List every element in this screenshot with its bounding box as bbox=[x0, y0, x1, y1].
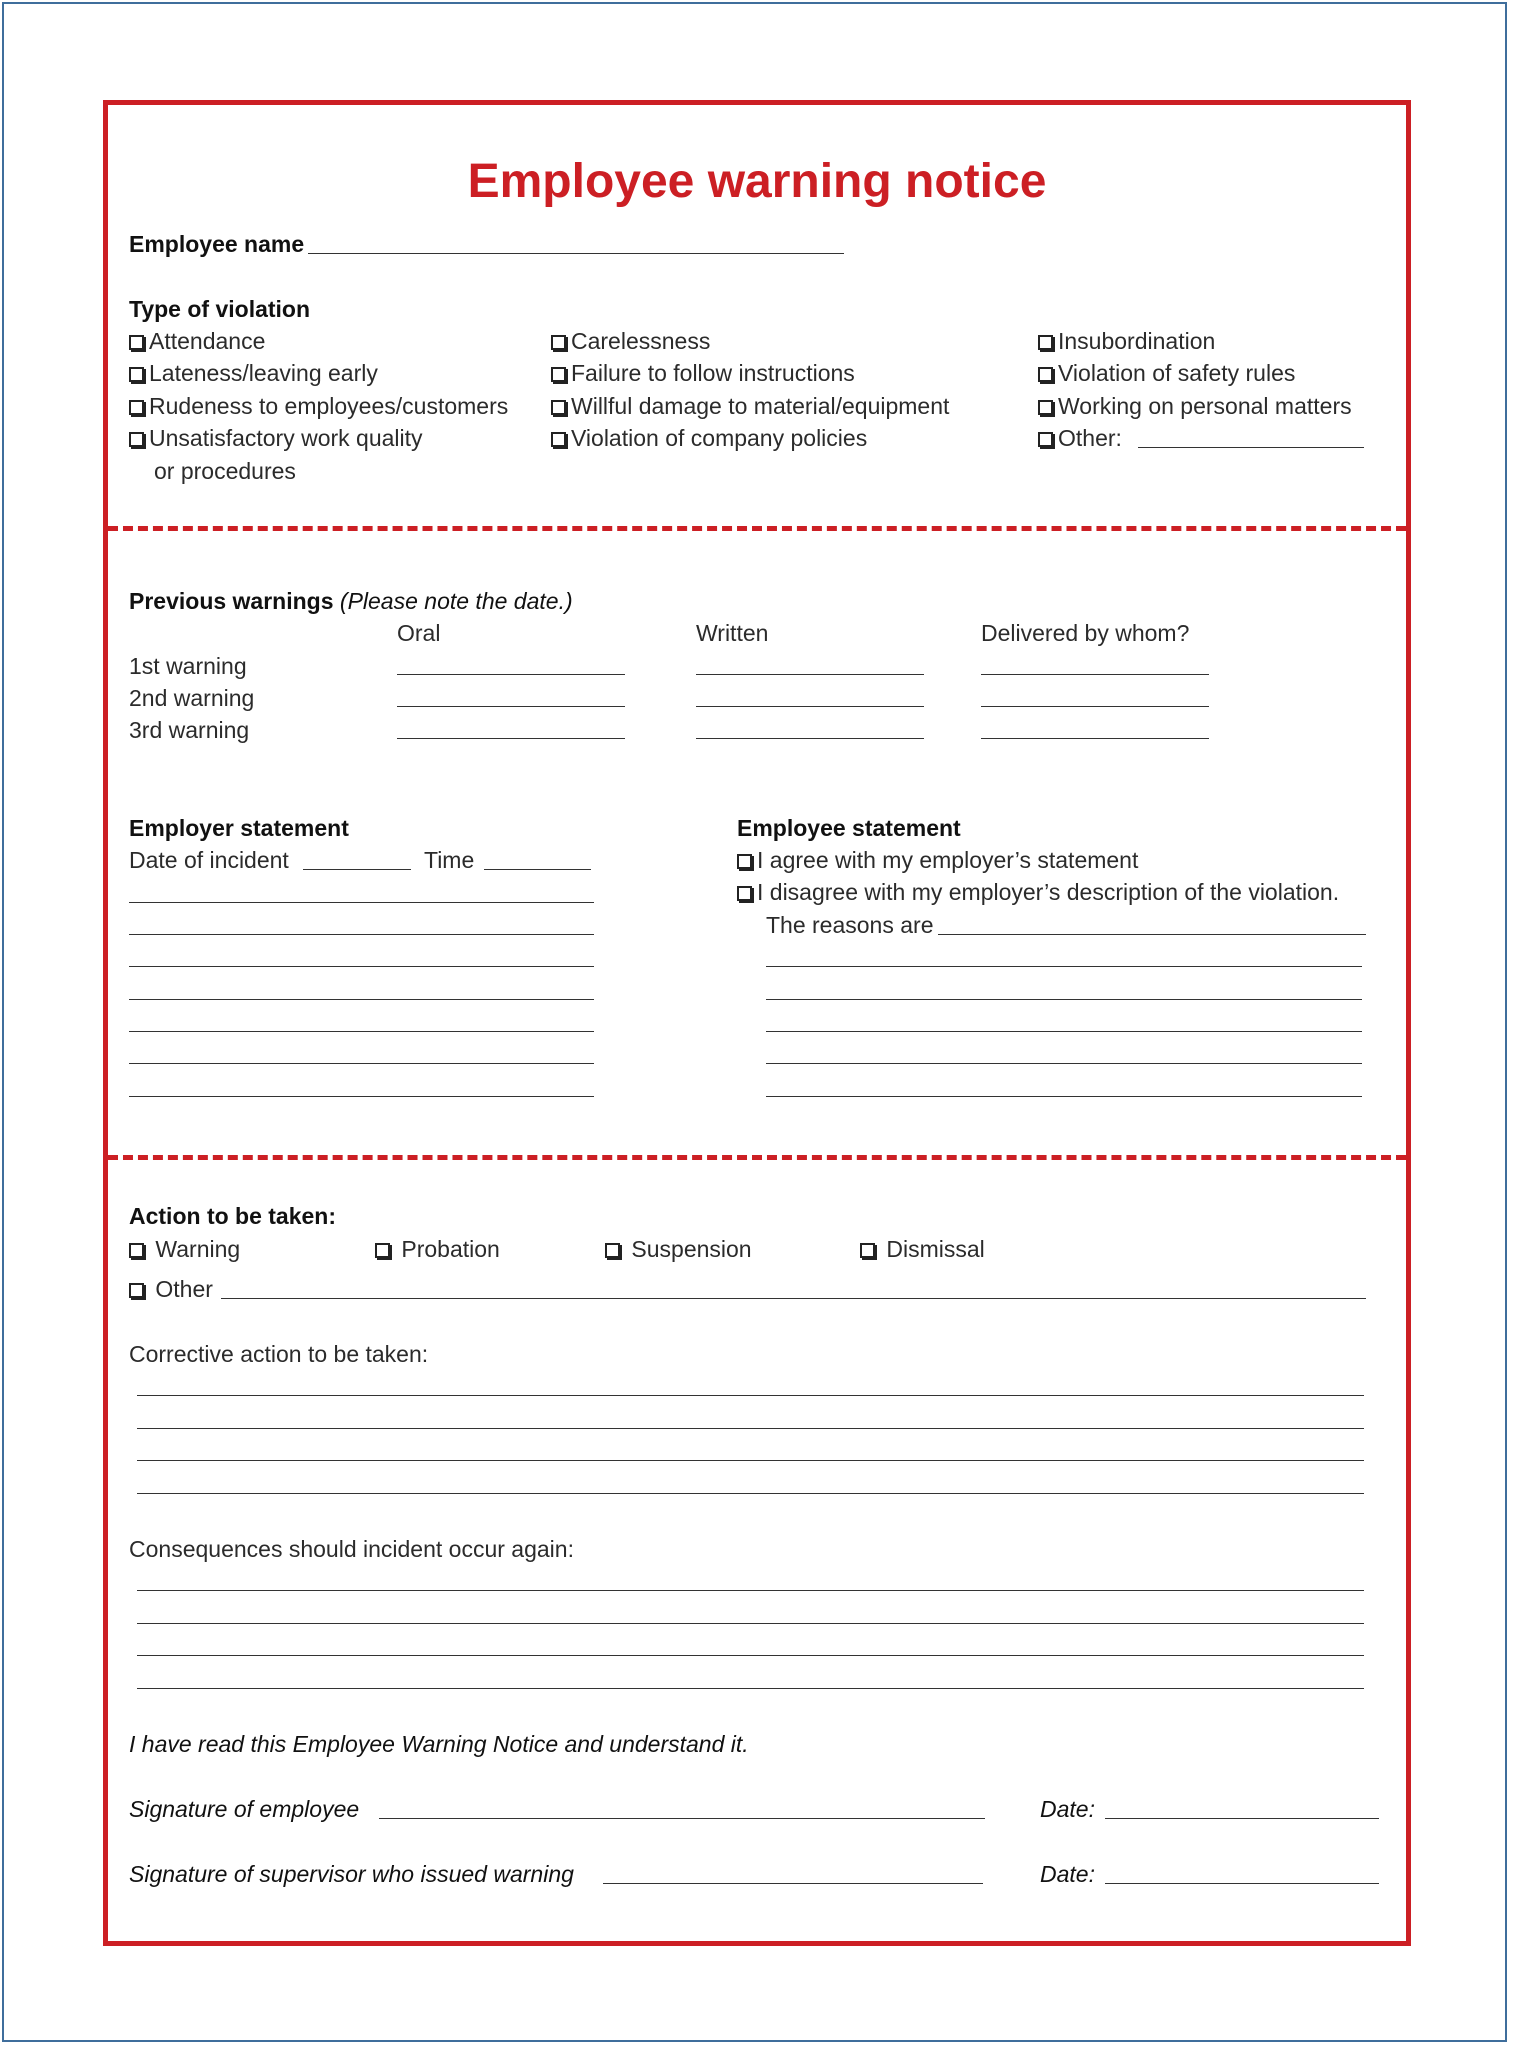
consequences-line[interactable] bbox=[137, 1623, 1364, 1624]
date-employee-field[interactable] bbox=[1105, 1818, 1379, 1819]
unsatisfactory-work-continuation: or procedures bbox=[154, 458, 296, 484]
warning-1-oral-field[interactable] bbox=[397, 674, 625, 675]
checkbox-icon bbox=[860, 1243, 875, 1258]
reasons-label: The reasons are bbox=[766, 912, 934, 938]
checkbox-icon bbox=[129, 335, 144, 350]
checkbox-personal-matters[interactable]: Working on personal matters bbox=[1038, 392, 1352, 420]
corrective-action-label: Corrective action to be taken: bbox=[129, 1341, 429, 1367]
checkbox-icon bbox=[129, 1243, 144, 1258]
signature-employee-field[interactable] bbox=[379, 1818, 985, 1819]
checkbox-icon bbox=[551, 432, 566, 447]
column-delivered-by: Delivered by whom? bbox=[981, 620, 1190, 646]
section-divider-2 bbox=[108, 1155, 1406, 1160]
signature-employee-label: Signature of employee bbox=[129, 1796, 360, 1822]
checkbox-icon bbox=[1038, 400, 1053, 415]
checkbox-attendance[interactable]: Attendance bbox=[129, 327, 265, 355]
checkbox-icon bbox=[129, 367, 144, 382]
checkbox-icon bbox=[375, 1243, 390, 1258]
employer-statement-line[interactable] bbox=[129, 902, 594, 903]
consequences-line[interactable] bbox=[137, 1688, 1364, 1689]
checkbox-insubordination[interactable]: Insubordination bbox=[1038, 327, 1215, 355]
acknowledgement-text: I have read this Employee Warning Notice and understand it. bbox=[129, 1731, 749, 1757]
checkbox-icon bbox=[551, 335, 566, 350]
row-3rd-warning: 3rd warning bbox=[129, 717, 250, 743]
employer-statement-line[interactable] bbox=[129, 1096, 594, 1097]
checkbox-other-violation[interactable]: Other: bbox=[1038, 424, 1122, 452]
warning-2-written-field[interactable] bbox=[696, 706, 924, 707]
signature-supervisor-field[interactable] bbox=[603, 1883, 983, 1884]
date-employee-label: Date: bbox=[1040, 1796, 1095, 1822]
warning-1-delivered-field[interactable] bbox=[981, 674, 1209, 675]
checkbox-icon bbox=[737, 854, 752, 869]
employee-statement-line[interactable] bbox=[766, 1031, 1362, 1032]
checkbox-lateness[interactable]: Lateness/leaving early bbox=[129, 359, 378, 387]
checkbox-safety-rules[interactable]: Violation of safety rules bbox=[1038, 359, 1295, 387]
warning-2-delivered-field[interactable] bbox=[981, 706, 1209, 707]
employee-statement-heading: Employee statement bbox=[737, 815, 961, 841]
checkbox-other-action[interactable]: Other bbox=[129, 1275, 213, 1303]
employer-statement-line[interactable] bbox=[129, 934, 594, 935]
checkbox-icon bbox=[129, 432, 144, 447]
employer-statement-line[interactable] bbox=[129, 1063, 594, 1064]
previous-warnings-heading: Previous warnings (Please note the date.) bbox=[129, 588, 573, 614]
checkbox-willful-damage[interactable]: Willful damage to material/equipment bbox=[551, 392, 949, 420]
corrective-action-line[interactable] bbox=[137, 1395, 1364, 1396]
employer-statement-line[interactable] bbox=[129, 1031, 594, 1032]
employer-statement-heading: Employer statement bbox=[129, 815, 349, 841]
checkbox-icon bbox=[1038, 367, 1053, 382]
time-label: Time bbox=[424, 847, 475, 873]
date-supervisor-field[interactable] bbox=[1105, 1883, 1379, 1884]
time-field[interactable] bbox=[484, 869, 591, 870]
action-heading: Action to be taken: bbox=[129, 1203, 337, 1229]
checkbox-suspension[interactable]: Suspension bbox=[605, 1235, 752, 1263]
checkbox-rudeness[interactable]: Rudeness to employees/customers bbox=[129, 392, 508, 420]
violation-heading: Type of violation bbox=[129, 296, 311, 322]
column-oral: Oral bbox=[397, 620, 441, 646]
checkbox-failure-instructions[interactable]: Failure to follow instructions bbox=[551, 359, 855, 387]
corrective-action-line[interactable] bbox=[137, 1493, 1364, 1494]
warning-3-oral-field[interactable] bbox=[397, 738, 625, 739]
employee-name-field[interactable] bbox=[308, 253, 844, 254]
checkbox-icon bbox=[737, 886, 752, 901]
corrective-action-line[interactable] bbox=[137, 1428, 1364, 1429]
checkbox-carelessness[interactable]: Carelessness bbox=[551, 327, 710, 355]
checkbox-icon bbox=[551, 367, 566, 382]
checkbox-company-policies[interactable]: Violation of company policies bbox=[551, 424, 867, 452]
warning-1-written-field[interactable] bbox=[696, 674, 924, 675]
date-supervisor-label: Date: bbox=[1040, 1861, 1095, 1887]
employer-statement-line[interactable] bbox=[129, 966, 594, 967]
employee-statement-line[interactable] bbox=[766, 966, 1362, 967]
employee-statement-line[interactable] bbox=[766, 1096, 1362, 1097]
warning-2-oral-field[interactable] bbox=[397, 706, 625, 707]
checkbox-icon bbox=[129, 400, 144, 415]
checkbox-icon bbox=[1038, 432, 1053, 447]
date-of-incident-field[interactable] bbox=[303, 869, 411, 870]
employer-statement-line[interactable] bbox=[129, 999, 594, 1000]
checkbox-warning[interactable]: Warning bbox=[129, 1235, 240, 1263]
consequences-label: Consequences should incident occur again: bbox=[129, 1536, 574, 1562]
warning-3-delivered-field[interactable] bbox=[981, 738, 1209, 739]
checkbox-icon bbox=[551, 400, 566, 415]
form-title: Employee warning notice bbox=[467, 155, 1047, 208]
employee-statement-line[interactable] bbox=[766, 999, 1362, 1000]
checkbox-icon bbox=[129, 1283, 144, 1298]
corrective-action-line[interactable] bbox=[137, 1460, 1364, 1461]
checkbox-agree[interactable]: I agree with my employer’s statement bbox=[737, 846, 1138, 874]
checkbox-dismissal[interactable]: Dismissal bbox=[860, 1235, 985, 1263]
checkbox-unsatisfactory-work[interactable]: Unsatisfactory work quality bbox=[129, 424, 423, 452]
employee-name-label: Employee name bbox=[129, 231, 305, 257]
signature-supervisor-label: Signature of supervisor who issued warning bbox=[129, 1861, 574, 1887]
consequences-line[interactable] bbox=[137, 1590, 1364, 1591]
warning-3-written-field[interactable] bbox=[696, 738, 924, 739]
other-action-field[interactable] bbox=[221, 1298, 1366, 1299]
checkbox-icon bbox=[605, 1243, 620, 1258]
checkbox-icon bbox=[1038, 335, 1053, 350]
employee-statement-line[interactable] bbox=[766, 1063, 1362, 1064]
row-1st-warning: 1st warning bbox=[129, 653, 247, 679]
section-divider-1 bbox=[108, 526, 1406, 531]
row-2nd-warning: 2nd warning bbox=[129, 685, 255, 711]
checkbox-disagree[interactable]: I disagree with my employer’s description of the violation. bbox=[737, 878, 1339, 906]
other-violation-field[interactable] bbox=[1138, 447, 1364, 448]
checkbox-probation[interactable]: Probation bbox=[375, 1235, 500, 1263]
column-written: Written bbox=[696, 620, 769, 646]
reasons-field[interactable] bbox=[938, 934, 1366, 935]
date-of-incident-label: Date of incident bbox=[129, 847, 289, 873]
consequences-line[interactable] bbox=[137, 1655, 1364, 1656]
